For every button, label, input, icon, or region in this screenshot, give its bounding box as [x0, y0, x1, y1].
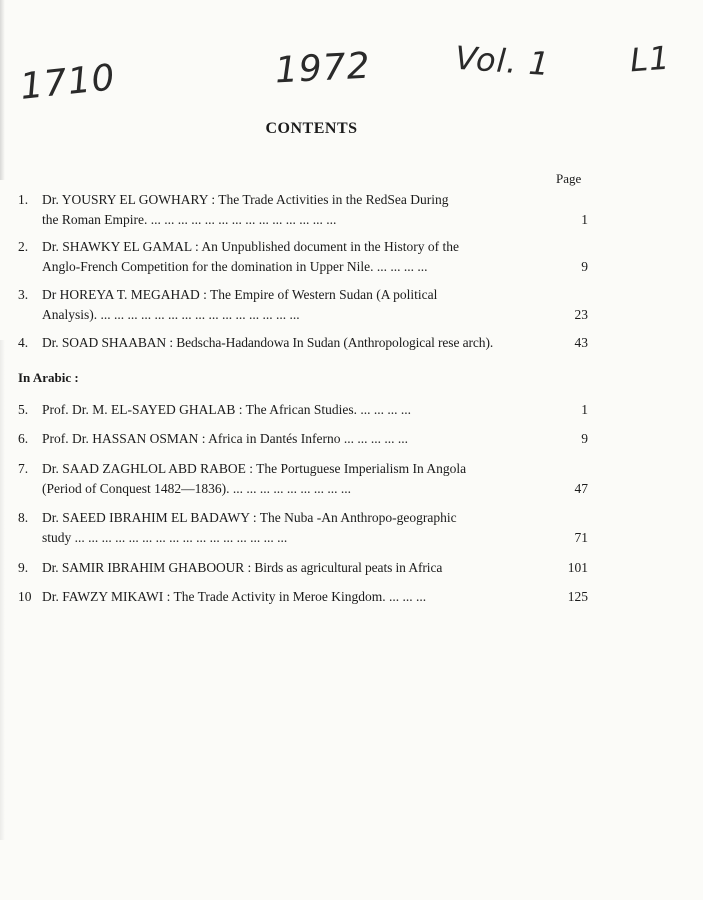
page-title: CONTENTS — [265, 120, 358, 137]
contents-entry-10 — [18, 587, 588, 607]
entry-line: Prof. Dr. HASSAN OSMAN : Africa in Dantés Inferno ... ... ... ... ... — [42, 431, 408, 446]
entry-page-number: 9 — [581, 431, 588, 446]
entry-number: 4. — [18, 335, 29, 350]
entry-line: Dr. SAAD ZAGHLOL ABD RABOE : The Portuguese Imperialism In Angola — [42, 461, 467, 476]
entry-page-number: 1 — [581, 212, 588, 227]
entry-text — [42, 558, 546, 578]
section-heading-in-arabic: In Arabic : — [18, 370, 79, 385]
contents-list — [18, 190, 588, 607]
entry-line: Prof. Dr. M. EL-SAYED GHALAB : The African Studies. ... ... ... ... — [42, 402, 411, 417]
entry-number: 2. — [18, 239, 29, 254]
entry-number: 9. — [18, 560, 29, 575]
entry-text — [42, 508, 546, 548]
entry-page-number: 23 — [574, 307, 588, 322]
contents-entry-8 — [18, 508, 588, 548]
contents-entry-9 — [18, 558, 588, 578]
entry-page-number: 125 — [567, 589, 588, 604]
entry-number: 10 — [18, 589, 32, 604]
entry-page-number: 1 — [581, 402, 588, 417]
contents-entry-1 — [18, 190, 588, 230]
entry-text — [42, 190, 546, 230]
entry-page-number: 43 — [574, 335, 588, 350]
entry-line: Dr. SAEED IBRAHIM EL BADAWY : The Nuba -An Anthropo-geographic — [42, 510, 457, 525]
entry-line: study ... ... ... ... ... ... ... ... ... ... ... ... ... ... ... ... — [42, 530, 288, 545]
entry-number: 8. — [18, 510, 29, 525]
entry-number: 6. — [18, 431, 29, 446]
entry-page-number: 9 — [581, 259, 588, 274]
entry-number: 1. — [18, 192, 29, 207]
handwritten-annotation-volume: Vol. 1 — [453, 38, 552, 84]
handwritten-annotation-l1: L1 — [628, 38, 672, 80]
entry-page-number: 47 — [574, 481, 588, 496]
entry-page-number: 71 — [574, 530, 588, 545]
handwritten-annotation-1710: 1710 — [18, 57, 118, 108]
entry-line: the Roman Empire. ... ... ... ... ... ... ... ... ... ... ... ... ... ... — [42, 212, 337, 227]
entry-line: Dr. FAWZY MIKAWI : The Trade Activity in Meroe Kingdom. ... ... ... — [42, 589, 427, 604]
entry-number: 3. — [18, 287, 29, 302]
entry-line: Dr. SHAWKY EL GAMAL : An Unpublished document in the History of the — [42, 239, 459, 254]
entry-line: Anglo-French Competition for the domination in Upper Nile. ... ... ... ... — [42, 259, 428, 274]
contents-entry-6 — [18, 429, 588, 449]
entry-text — [42, 587, 546, 607]
entry-text — [42, 400, 546, 420]
entry-text — [42, 459, 546, 499]
page-column-label: Page — [556, 171, 582, 186]
page-edge-shadow — [0, 0, 5, 180]
entry-page-number: 101 — [567, 560, 588, 575]
entry-text — [42, 237, 546, 277]
entry-line: Dr. SAMIR IBRAHIM GHABOOUR : Birds as agricultural peats in Africa — [42, 560, 443, 575]
contents-entry-2 — [18, 237, 588, 277]
entry-line: Dr HOREYA T. MEGAHAD : The Empire of Western Sudan (A political — [42, 287, 438, 302]
entry-text — [42, 285, 546, 325]
page-edge-shadow-lower — [0, 340, 5, 840]
contents-entry-3 — [18, 285, 588, 325]
entry-text — [42, 429, 546, 449]
entry-text — [42, 333, 546, 353]
entry-number: 5. — [18, 402, 29, 417]
entry-line: Analysis). ... ... ... ... ... ... ... ... ... ... ... ... ... ... ... — [42, 307, 300, 322]
contents-entry-5 — [18, 400, 588, 420]
contents-entry-7 — [18, 459, 588, 499]
entry-line: (Period of Conquest 1482—1836). ... ... ... ... ... ... ... ... ... — [42, 481, 351, 496]
entry-line: Dr. YOUSRY EL GOWHARY : The Trade Activities in the RedSea During — [42, 192, 449, 207]
contents-entry-4 — [18, 333, 588, 353]
handwritten-annotation-year: 1972 — [273, 45, 372, 92]
entry-line: Dr. SOAD SHAABAN : Bedscha-Hadandowa In Sudan (Anthropological rese arch). — [42, 335, 494, 350]
entry-number: 7. — [18, 461, 29, 476]
